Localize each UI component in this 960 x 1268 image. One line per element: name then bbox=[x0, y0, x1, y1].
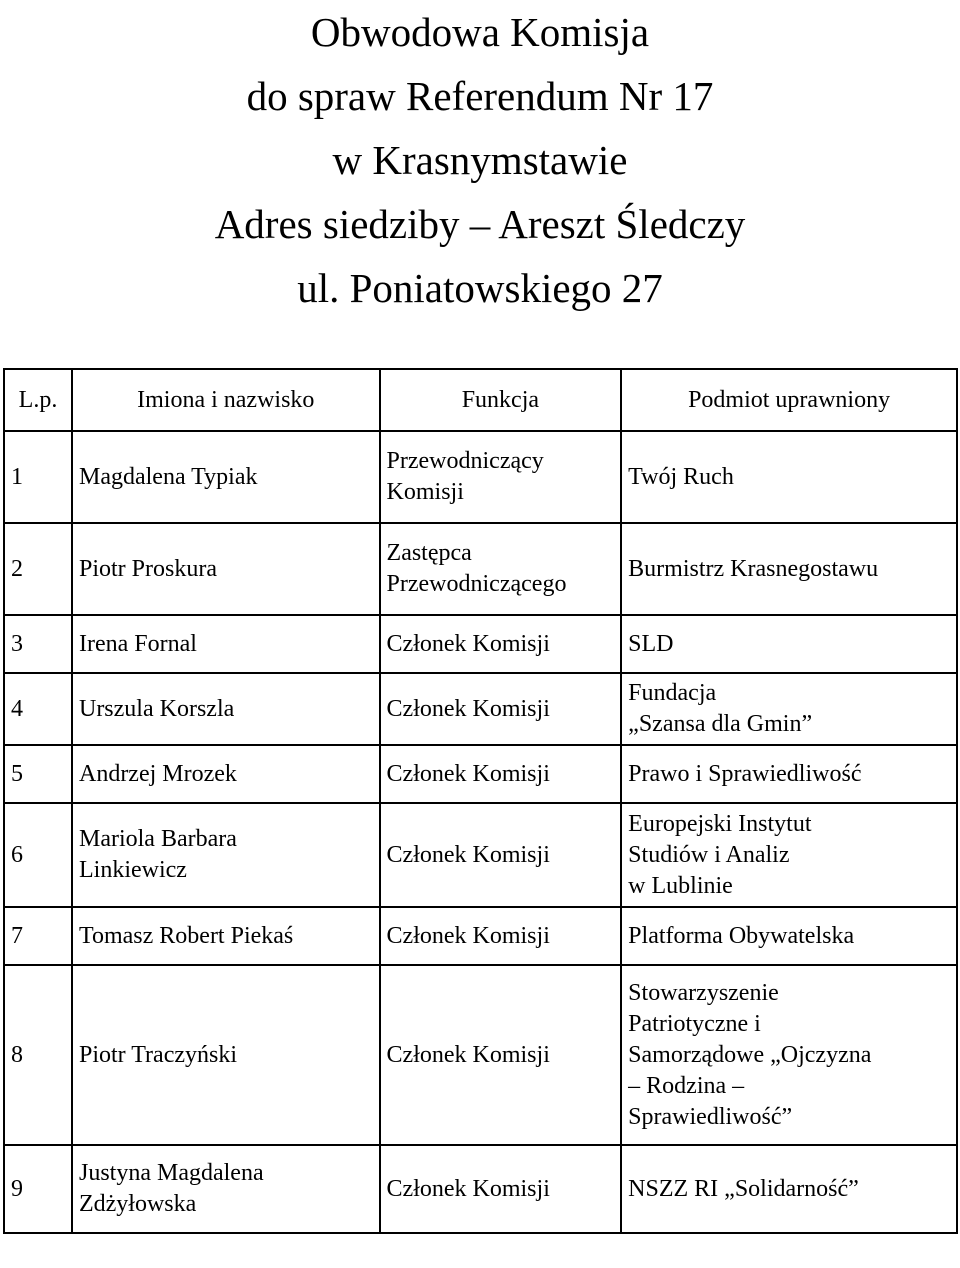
nominating-entity: SLD bbox=[628, 630, 674, 657]
nominating-entity-cell bbox=[621, 745, 957, 803]
title-line: ul. Poniatowskiego 27 bbox=[297, 265, 663, 311]
nominating-entity-cell bbox=[621, 431, 957, 523]
member-function-cell bbox=[380, 1145, 622, 1233]
row-number: 9 bbox=[11, 1175, 23, 1202]
nominating-entity-cell bbox=[621, 803, 957, 907]
document-title bbox=[0, 0, 960, 320]
nominating-entity: Burmistrz Krasnegostawu bbox=[628, 555, 879, 582]
row-number-cell bbox=[4, 965, 72, 1145]
members-table bbox=[3, 368, 958, 1234]
nominating-entity: Platforma Obywatelska bbox=[628, 922, 855, 949]
member-function-cell bbox=[380, 673, 622, 745]
member-name-cell bbox=[72, 431, 380, 523]
table-row bbox=[4, 803, 957, 907]
member-name-cell bbox=[72, 745, 380, 803]
column-header-entity: Podmiot uprawniony bbox=[621, 369, 957, 431]
column-header-name: Imiona i nazwisko bbox=[72, 369, 380, 431]
members-table-body bbox=[4, 431, 957, 1233]
table-row bbox=[4, 431, 957, 523]
member-function-cell bbox=[380, 615, 622, 673]
member-function: Członek Komisji bbox=[386, 695, 550, 722]
member-name-cell bbox=[72, 673, 380, 745]
member-function: Członek Komisji bbox=[386, 1175, 550, 1202]
member-function-cell bbox=[380, 907, 622, 965]
nominating-entity-cell bbox=[621, 673, 957, 745]
table-header-row bbox=[4, 369, 957, 431]
nominating-entity: Prawo i Sprawiedliwość bbox=[628, 760, 862, 787]
table-row bbox=[4, 907, 957, 965]
nominating-entity-cell bbox=[621, 907, 957, 965]
member-name-cell bbox=[72, 615, 380, 673]
nominating-entity-cell bbox=[621, 523, 957, 615]
nominating-entity-cell bbox=[621, 1145, 957, 1233]
member-name: Justyna Magdalena Zdżyłowska bbox=[78, 1160, 264, 1217]
title-line: do spraw Referendum Nr 17 bbox=[246, 73, 714, 119]
nominating-entity: Fundacja „Szansa dla Gmin” bbox=[628, 680, 813, 737]
row-number-cell bbox=[4, 673, 72, 745]
row-number: 1 bbox=[11, 463, 23, 490]
member-function-cell bbox=[380, 431, 622, 523]
table-row bbox=[4, 745, 957, 803]
member-name-cell bbox=[72, 907, 380, 965]
member-name-cell bbox=[72, 523, 380, 615]
title-line: Obwodowa Komisja bbox=[310, 9, 650, 55]
row-number: 4 bbox=[11, 695, 23, 722]
nominating-entity-cell bbox=[621, 615, 957, 673]
member-name: Andrzej Mrozek bbox=[78, 760, 237, 787]
member-name-cell bbox=[72, 965, 380, 1145]
table-row bbox=[4, 615, 957, 673]
member-name-cell bbox=[72, 1145, 380, 1233]
nominating-entity-cell bbox=[621, 965, 957, 1145]
nominating-entity: Stowarzyszenie Patriotyczne i Samorządowe „Ojczyzna – Rodzina – Sprawiedliwość” bbox=[628, 979, 872, 1130]
row-number: 5 bbox=[11, 760, 23, 787]
member-function: Członek Komisji bbox=[386, 760, 550, 787]
column-header-lp: L.p. bbox=[4, 369, 72, 431]
nominating-entity: Europejski Instytut Studiów i Analiz w Lublinie bbox=[628, 810, 812, 899]
title-line: w Krasnymstawie bbox=[332, 137, 628, 183]
member-name: Mariola Barbara Linkiewicz bbox=[78, 826, 237, 883]
member-name: Urszula Korszla bbox=[78, 695, 235, 722]
row-number-cell bbox=[4, 745, 72, 803]
table-row bbox=[4, 673, 957, 745]
member-name-cell bbox=[72, 803, 380, 907]
member-function-cell bbox=[380, 523, 622, 615]
member-function: Członek Komisji bbox=[386, 922, 550, 949]
row-number: 6 bbox=[11, 841, 23, 868]
nominating-entity: NSZZ RI „Solidarność” bbox=[628, 1175, 859, 1202]
table-row bbox=[4, 1145, 957, 1233]
member-function: Członek Komisji bbox=[386, 630, 550, 657]
member-name: Irena Fornal bbox=[78, 630, 197, 657]
title-line: Adres siedziby – Areszt Śledczy bbox=[214, 201, 746, 247]
member-function-cell bbox=[380, 745, 622, 803]
row-number: 7 bbox=[11, 922, 23, 949]
table-row bbox=[4, 523, 957, 615]
row-number-cell bbox=[4, 1145, 72, 1233]
member-name: Tomasz Robert Piekaś bbox=[78, 922, 294, 949]
member-function: Członek Komisji bbox=[386, 1041, 550, 1068]
row-number-cell bbox=[4, 523, 72, 615]
row-number: 2 bbox=[11, 555, 23, 582]
member-function: Członek Komisji bbox=[386, 841, 550, 868]
member-function: Przewodniczący Komisji bbox=[386, 448, 544, 505]
row-number-cell bbox=[4, 431, 72, 523]
member-function-cell bbox=[380, 965, 622, 1145]
row-number-cell bbox=[4, 615, 72, 673]
column-header-function: Funkcja bbox=[380, 369, 622, 431]
member-function: Zastępca Przewodniczącego bbox=[386, 540, 567, 597]
row-number-cell bbox=[4, 907, 72, 965]
member-name: Magdalena Typiak bbox=[78, 463, 258, 490]
member-name: Piotr Proskura bbox=[78, 555, 217, 582]
member-function-cell bbox=[380, 803, 622, 907]
member-name: Piotr Traczyński bbox=[78, 1041, 237, 1068]
row-number: 8 bbox=[11, 1041, 23, 1068]
nominating-entity: Twój Ruch bbox=[628, 463, 734, 490]
table-row bbox=[4, 965, 957, 1145]
row-number-cell bbox=[4, 803, 72, 907]
row-number: 3 bbox=[11, 630, 23, 657]
